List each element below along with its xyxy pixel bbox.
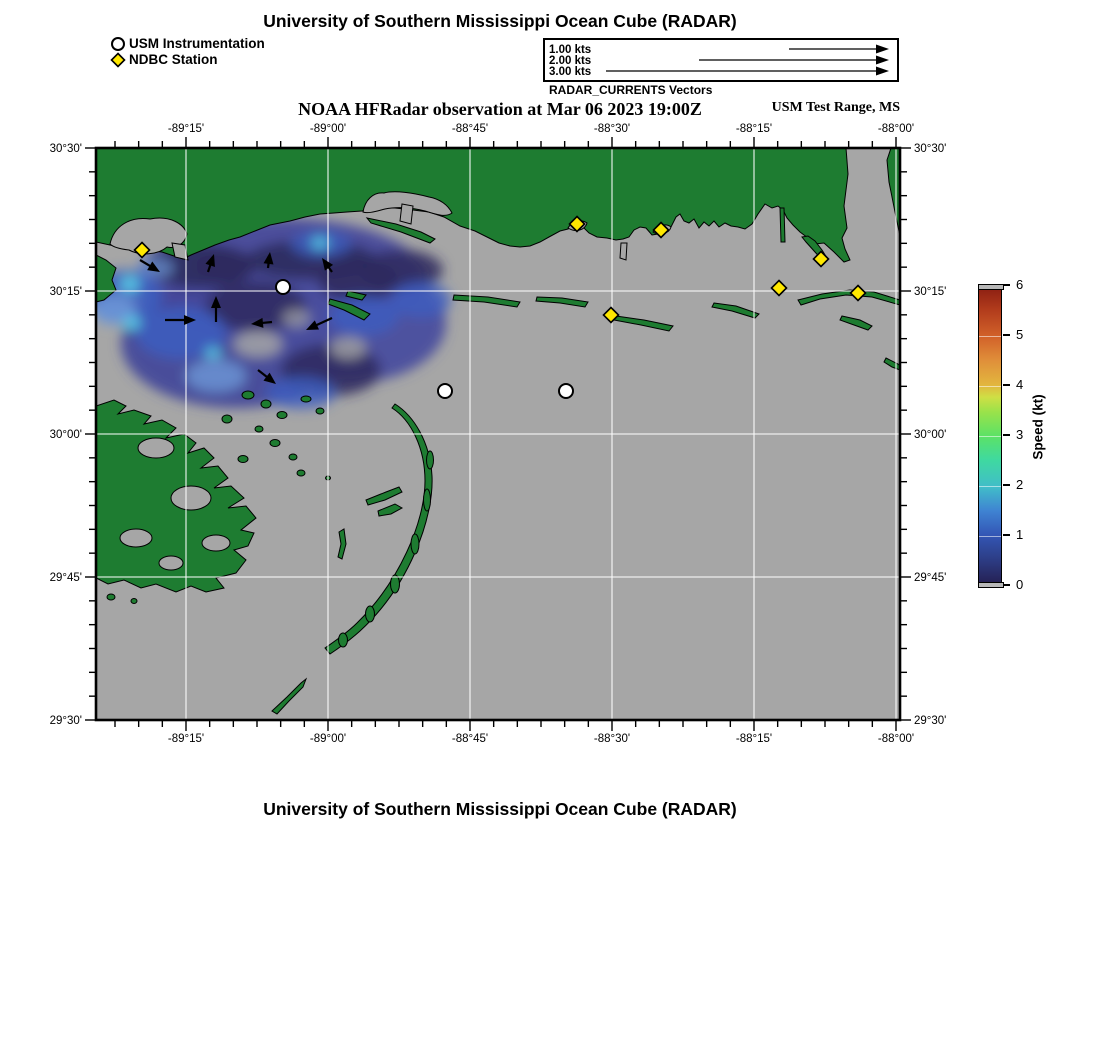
x-axis-tick-label: -88°15' xyxy=(735,123,773,135)
marsh-hole xyxy=(171,486,211,510)
colorbar-gridline xyxy=(979,336,1001,337)
colorbar-tick-label: 2 xyxy=(1016,477,1024,492)
colorbar-top-cap xyxy=(978,284,1004,290)
y-axis-tick-label: 30°00' xyxy=(49,429,82,441)
island-bump xyxy=(427,451,434,469)
x-axis-tick-label: -88°30' xyxy=(593,733,631,745)
x-axis-tick-label: -88°45' xyxy=(451,733,489,745)
bay-channel-east xyxy=(620,243,627,260)
colorbar-tick-label: 1 xyxy=(1016,527,1024,542)
marsh-islet xyxy=(277,412,287,419)
y-axis-tick-label: 30°15' xyxy=(914,286,947,298)
x-axis-tick-label: -88°00' xyxy=(877,123,915,135)
speed-patch xyxy=(234,331,282,357)
colorbar-tick xyxy=(1003,284,1010,286)
land-river-sliver xyxy=(780,208,785,242)
marsh-islet xyxy=(222,415,232,423)
colorbar-tick xyxy=(1003,384,1010,386)
marsh-islet xyxy=(131,599,137,604)
y-axis-tick-label: 29°30' xyxy=(914,715,947,727)
y-axis-tick-label: 30°30' xyxy=(914,143,947,155)
speed-patch xyxy=(311,237,329,249)
marsh-islet xyxy=(297,470,305,476)
colorbar-tick xyxy=(1003,484,1010,486)
colorbar-tick-label: 6 xyxy=(1016,277,1024,292)
speed-patch xyxy=(282,309,310,327)
colorbar-gridline xyxy=(979,486,1001,487)
x-axis-tick-label: -89°15' xyxy=(167,123,205,135)
marsh-islet xyxy=(316,408,324,414)
colorbar-tick xyxy=(1003,584,1010,586)
x-axis-tick-label: -88°30' xyxy=(593,123,631,135)
colorbar-gradient xyxy=(978,285,1002,587)
y-axis-tick-label: 29°45' xyxy=(49,572,82,584)
island-bump xyxy=(411,534,419,554)
speed-patch xyxy=(123,316,141,330)
y-axis-tick-label: 30°30' xyxy=(49,143,82,155)
usm-station-marker xyxy=(438,384,452,398)
marsh-islet xyxy=(242,391,254,399)
marsh-islet xyxy=(261,400,271,408)
usm-station-marker xyxy=(559,384,573,398)
legend-label-ndbc: NDBC Station xyxy=(129,52,218,67)
scale-row-label: 1.00 kts xyxy=(549,44,592,56)
marsh-hole xyxy=(120,529,152,547)
island-bump xyxy=(424,489,431,511)
x-axis-tick-label: -89°00' xyxy=(309,123,347,135)
bay-st-louis-channel xyxy=(400,204,413,224)
usm-station-marker xyxy=(276,280,290,294)
island-bump xyxy=(366,606,375,622)
scale-row-label: 2.00 kts xyxy=(549,55,592,67)
colorbar-bottom-cap xyxy=(978,582,1004,588)
y-axis-tick-label: 30°00' xyxy=(914,429,947,441)
colorbar-gridline xyxy=(979,386,1001,387)
colorbar-gridline xyxy=(979,536,1001,537)
speed-patch xyxy=(186,360,246,392)
colorbar-tick xyxy=(1003,334,1010,336)
marsh-islet xyxy=(301,396,311,402)
y-axis-tick-label: 29°45' xyxy=(914,572,947,584)
speed-patch xyxy=(391,282,451,318)
speed-patch xyxy=(120,276,140,292)
observation-subtitle: NOAA HFRadar observation at Mar 06 2023 19:00Z xyxy=(298,99,702,119)
region-label: USM Test Range, MS xyxy=(771,100,900,115)
x-axis-tick-label: -88°00' xyxy=(877,733,915,745)
x-axis-tick-label: -88°15' xyxy=(735,733,773,745)
island-bump xyxy=(339,633,348,647)
island-bump xyxy=(391,575,400,593)
x-axis-tick-label: -88°45' xyxy=(451,123,489,135)
marsh-hole xyxy=(138,438,174,458)
x-axis-tick-label: -89°15' xyxy=(167,733,205,745)
speed-patch xyxy=(205,347,221,359)
scale-row-label: 3.00 kts xyxy=(549,66,592,78)
colorbar-tick-label: 3 xyxy=(1016,427,1024,442)
colorbar-tick-label: 5 xyxy=(1016,327,1024,342)
marsh-islet xyxy=(107,594,115,600)
marsh-hole xyxy=(159,556,183,570)
marsh-islet xyxy=(270,440,280,447)
colorbar-tick xyxy=(1003,534,1010,536)
speed-patch xyxy=(266,377,336,409)
colorbar-tick-label: 4 xyxy=(1016,377,1024,392)
y-axis-tick-label: 29°30' xyxy=(49,715,82,727)
colorbar-tick xyxy=(1003,434,1010,436)
colorbar-axis-label: Speed (kt) xyxy=(1030,394,1046,460)
colorbar xyxy=(978,277,1068,592)
speed-patch xyxy=(196,250,256,282)
colorbar-gridline xyxy=(979,436,1001,437)
page-title: University of Southern Mississippi Ocean Cube (RADAR) xyxy=(263,11,737,31)
bottom-page-title: University of Southern Mississippi Ocean Cube (RADAR) xyxy=(263,799,737,819)
marsh-hole xyxy=(202,535,230,551)
y-axis-tick-label: 30°15' xyxy=(49,286,82,298)
speed-patch xyxy=(330,337,366,359)
x-axis-tick-label: -89°00' xyxy=(309,733,347,745)
colorbar-tick-label: 0 xyxy=(1016,577,1024,592)
marsh-islet xyxy=(238,456,248,463)
scale-box-caption: RADAR_CURRENTS Vectors xyxy=(549,83,713,97)
legend-label-usm: USM Instrumentation xyxy=(129,36,265,51)
marsh-islet xyxy=(289,454,297,460)
marsh-islet xyxy=(255,426,263,432)
